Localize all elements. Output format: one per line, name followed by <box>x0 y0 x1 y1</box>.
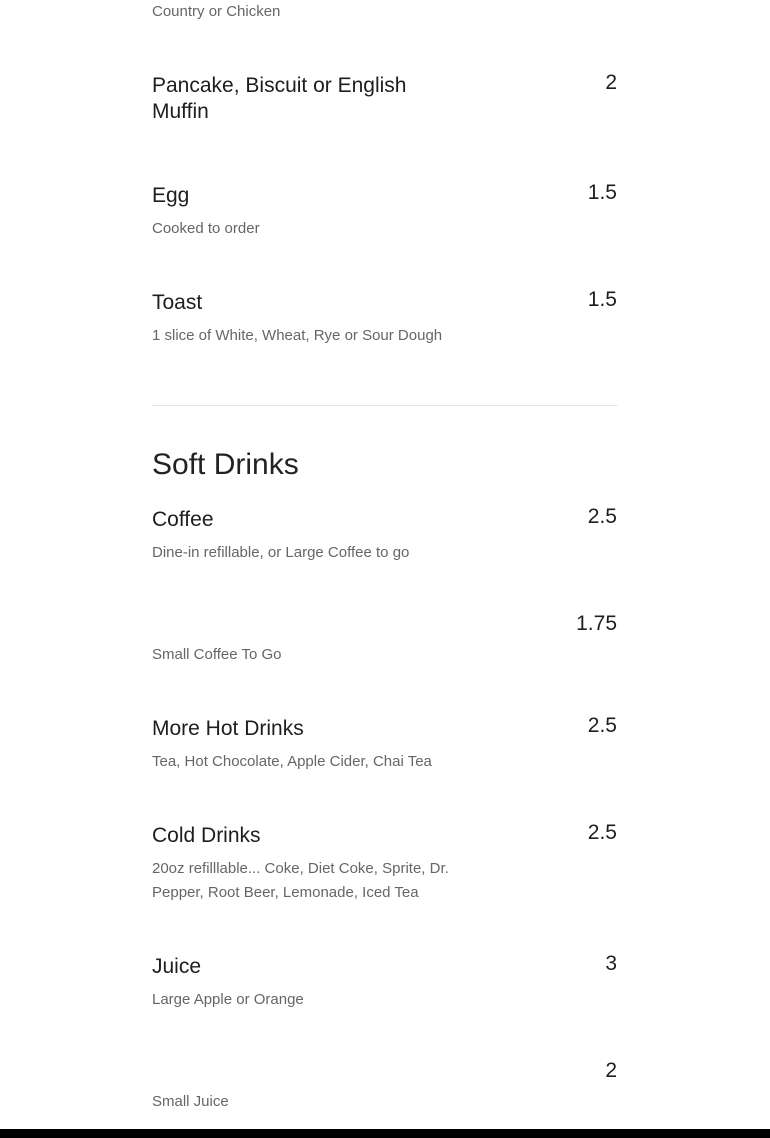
menu-item-name-line1: Pancake, Biscuit or English <box>152 74 407 97</box>
menu-item-price: 1.5 <box>587 181 617 204</box>
menu-item-name-line2: Muffin <box>152 100 209 123</box>
menu-item-price: 1.5 <box>587 288 617 311</box>
menu-item-name-coffee: Coffee <box>152 508 214 531</box>
menu-item-price: 2.5 <box>587 821 617 844</box>
menu-item-description: Cooked to order <box>152 220 260 237</box>
menu-item-description-line2: Pepper, Root Beer, Lemonade, Iced Tea <box>152 884 419 901</box>
menu-item-name-hot-drinks: More Hot Drinks <box>152 717 304 740</box>
menu-item-description: Small Coffee To Go <box>152 646 282 663</box>
menu-item-price: 2 <box>605 71 617 94</box>
menu-item-price: 3 <box>605 952 617 975</box>
menu-item-description: Small Juice <box>152 1093 229 1110</box>
menu-item-price: 2.5 <box>587 714 617 737</box>
menu-item-description: Large Apple or Orange <box>152 991 304 1008</box>
menu-item-price: 1.75 <box>576 612 617 635</box>
menu-item-description: Dine-in refillable, or Large Coffee to go <box>152 544 410 561</box>
menu-item-price: 2 <box>605 1059 617 1082</box>
menu-item-description: Country or Chicken <box>152 3 281 20</box>
menu-item-name-egg: Egg <box>152 184 190 207</box>
menu-item-pancake <box>152 73 406 125</box>
bottom-bar <box>0 1129 770 1138</box>
menu-item-name-juice: Juice <box>152 955 202 978</box>
menu-item-name-toast: Toast <box>152 291 203 314</box>
section-title-soft-drinks: Soft Drinks <box>152 448 299 481</box>
menu-item-price: 2.5 <box>587 505 617 528</box>
menu-item-description: Tea, Hot Chocolate, Apple Cider, Chai Tea <box>152 753 432 770</box>
section-divider <box>152 405 618 406</box>
menu-item-description: 1 slice of White, Wheat, Rye or Sour Dough <box>152 327 443 344</box>
menu-item-name-cold-drinks: Cold Drinks <box>152 824 261 847</box>
menu-item-description <box>152 857 449 905</box>
menu-item-description-line1: 20oz refilllable... Coke, Diet Coke, Sprite, Dr. <box>152 860 449 877</box>
